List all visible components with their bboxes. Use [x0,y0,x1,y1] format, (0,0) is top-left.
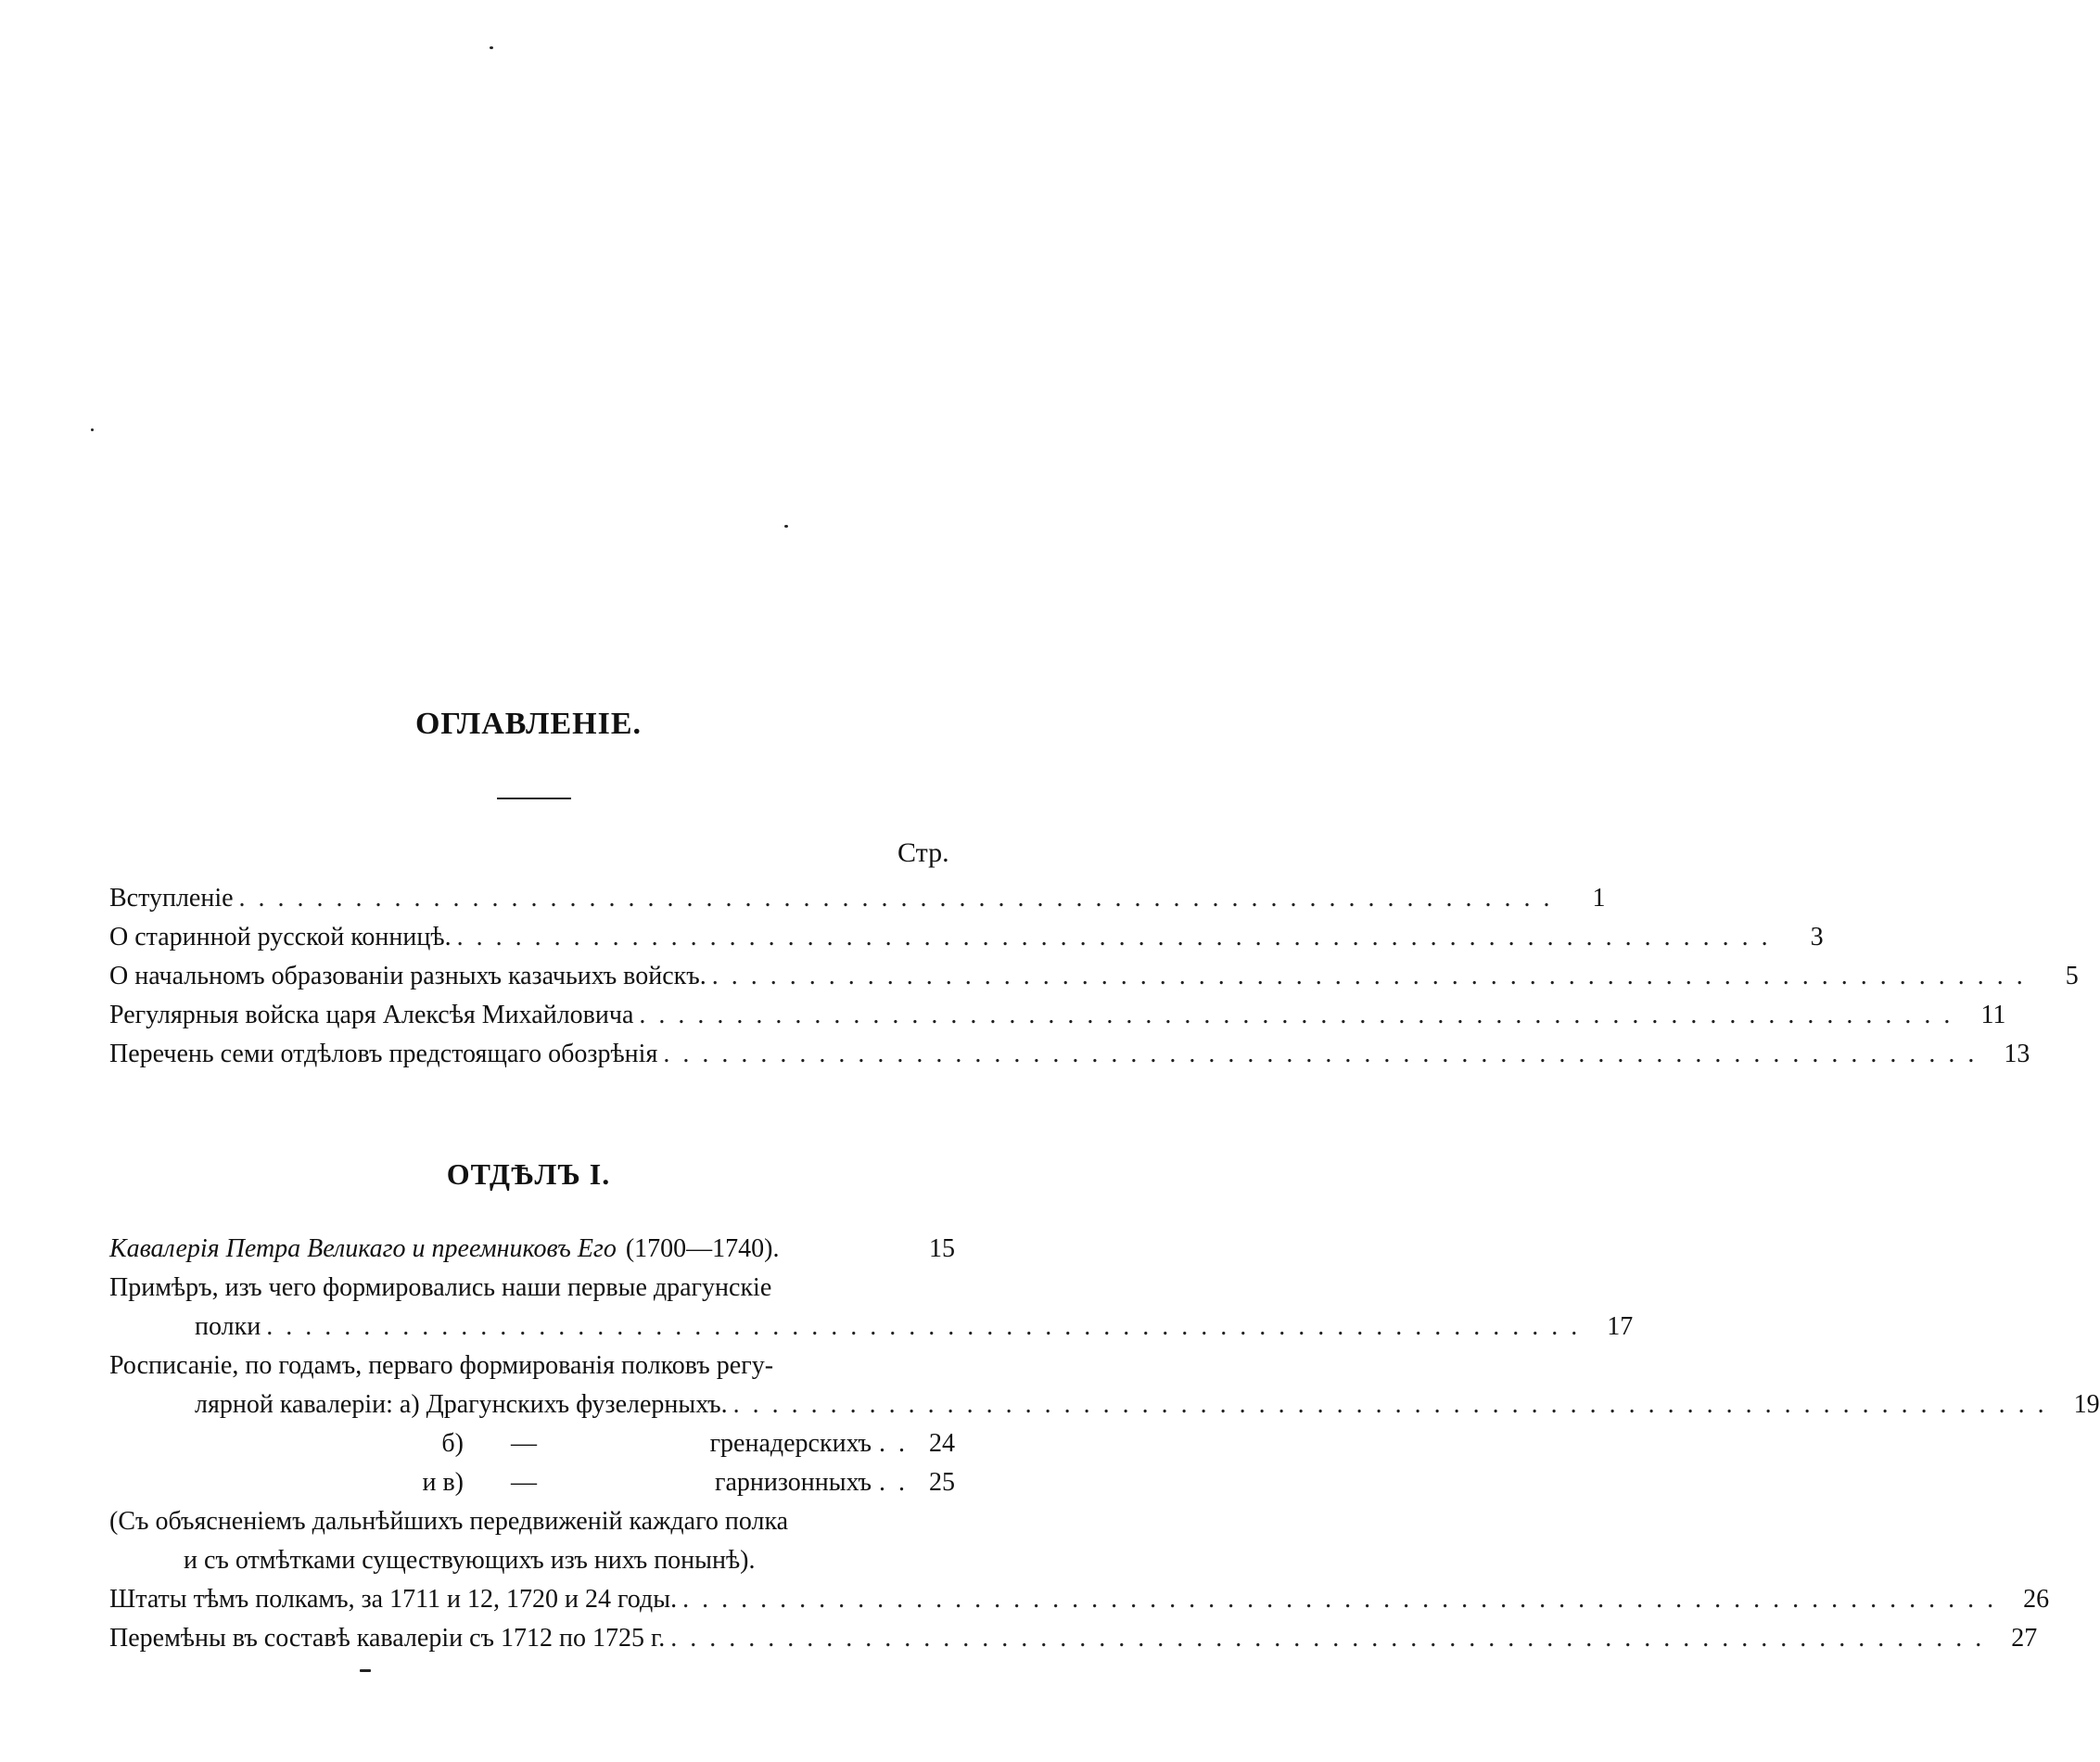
toc-entry-text: Штаты тѣмъ полкамъ, за 1711 и 12, 1720 и 24 годы. [109,1585,678,1614]
page-column-label: Стр. [897,837,949,868]
toc-entry-page: 25 [929,1468,955,1497]
toc-entry [109,996,2006,1035]
title-rule [497,798,571,799]
dot-leader: .................................................................... [732,1390,2057,1419]
toc-entry [109,1619,2038,1658]
toc-entry [109,1230,955,1269]
dot-leader: .................................................................... [639,1001,1964,1029]
dot-leader: .................................................................... [456,923,1781,951]
toc-entry-line: Примѣръ, изъ чего формировались наши первые драгунскіе [109,1273,772,1302]
dot-leader: .................................................................... [663,1040,1988,1068]
toc-entry-text: полки [195,1312,261,1341]
print-speck [91,428,94,431]
intro-toc [109,879,2079,1074]
toc-entry-page: 5 [2065,962,2079,990]
toc-entry-text: Перечень семи отдѣловъ предстоящаго обозрѣнія [109,1040,658,1068]
toc-note-line: и съ отмѣтками существующихъ изъ нихъ понынѣ). [184,1546,756,1575]
toc-subentry [109,1463,955,1502]
print-speck [360,1669,371,1672]
toc-entry-text: Перемѣны въ составѣ кавалеріи съ 1712 по 1725 г. [109,1624,666,1653]
toc-entry-text: Регулярныя войска царя Алексѣя Михайловича [109,1001,634,1029]
subentry-dash: — [511,1429,537,1458]
section-heading: ОТДѢЛЪ I. [446,1157,611,1191]
toc-entry [109,879,1606,918]
toc-entry-text: Вступленіе [109,884,234,913]
toc-entry [109,1035,2030,1074]
toc-entry-page: 27 [2011,1624,2038,1653]
toc-subentry [109,1424,955,1463]
dot-leader: .................................................................... [682,1585,2007,1614]
toc-entry-page: 17 [1607,1312,1634,1341]
toc-entry-text: О начальномъ образованіи разныхъ казачьихъ войскъ. [109,962,706,990]
toc-entry-page: 15 [929,1234,955,1263]
dot-leader: .. [879,1468,918,1497]
toc-entry-page: 1 [1592,884,1606,913]
subentry-label: б) [441,1429,464,1458]
print-speck [490,46,493,49]
subentry-label: и в) [422,1468,464,1497]
print-speck [784,525,788,528]
dot-leader: .. [879,1429,918,1458]
toc-entry [109,1308,1634,1347]
page-title: ОГЛАВЛЕНІЕ. [414,707,643,741]
toc-entry-years: (1700—1740). [625,1234,780,1263]
toc-entry [109,1580,2050,1619]
toc-entry-page: 19 [2073,1390,2100,1419]
dot-leader: .................................................................... [266,1312,1591,1341]
toc-entry-text: Кавалерія Петра Великаго и преемниковъ Его [109,1234,617,1263]
dot-leader: .................................................................... [711,962,2036,990]
dot-leader: .................................................................... [670,1624,1995,1653]
toc-entry-page: 24 [929,1429,955,1458]
subentry-text: гарнизонныхъ [715,1468,872,1497]
dot-leader: .................................................................... [238,884,1563,913]
toc-entry-text: лярной кавалеріи: а) Драгунскихъ фузелерныхъ. [195,1390,728,1419]
toc-note-line: (Съ объясненіемъ дальнѣйшихъ передвиженій каждаго полка [109,1507,789,1536]
toc-entry-line: Росписаніе, по годамъ, перваго формированія полковъ регу- [109,1351,774,1380]
toc-entry-text: О старинной русской конницѣ. [109,923,452,951]
section-toc [109,1230,2100,1658]
subentry-text: гренадерскихъ [709,1429,872,1458]
toc-entry-page: 3 [1810,923,1824,951]
toc-entry-page: 26 [2023,1585,2050,1614]
toc-entry [109,957,2079,996]
toc-entry [109,1385,2100,1424]
toc-entry-page: 11 [1980,1001,2006,1029]
toc-entry-page: 13 [2004,1040,2030,1068]
subentry-dash: — [511,1468,537,1497]
toc-entry [109,918,1824,957]
